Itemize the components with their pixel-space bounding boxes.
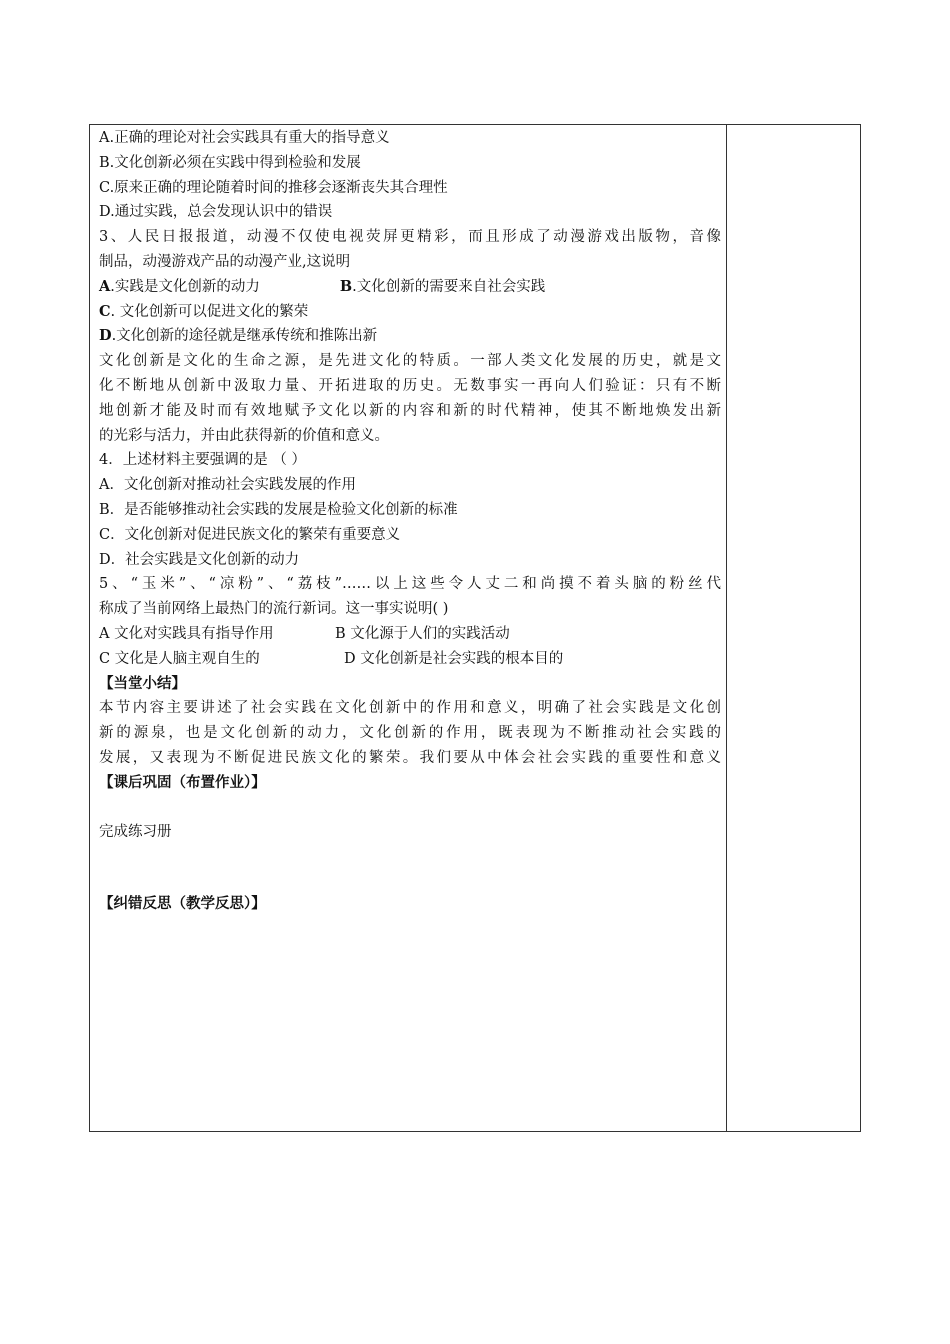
passage-line-3: 地创新才能及时而有效地赋予文化以新的内容和新的时代精神，使其不断地焕发出新 [99,402,721,419]
q5-options-cd [99,647,721,672]
summary-line-1: 本节内容主要讲述了社会实践在文化创新中的作用和意义，明确了社会实践是文化创 [99,700,721,717]
q5-option-a: A 文化对实践具有指导作用 [99,625,274,642]
homework-heading: 【课后巩固（布置作业）】 [99,773,266,791]
summary-heading: 【当堂小结】 [99,674,186,692]
q5-stem-line2: 称成了当前网络上最热门的流行新词。这一事实说明( ) [99,601,449,618]
q4-stem: 4．上述材料主要强调的是 （ ） [99,452,306,469]
q4-option-b: B．是否能够推动社会实践的发展是检验文化创新的标准 [99,501,458,518]
q3-option-c-letter: C [99,302,111,320]
q3-option-c [99,300,721,325]
q3-option-b-text: .文化创新的需要来自社会实践 [352,278,546,295]
homework-text: 完成练习册 [99,823,172,840]
q3-option-a-text: .实践是文化创新的动力 [110,278,260,295]
q4-option-a: A．文化创新对推动社会实践发展的作用 [99,477,356,494]
q3-option-b-letter: B [339,277,353,295]
q2-option-d: D.通过实践，总会发现认识中的错误 [99,204,333,221]
q3-stem-line2: 制品，动漫游戏产品的动漫产业,这说明 [99,253,351,270]
lesson-content [99,126,721,917]
summary-line-2: 新的源泉，也是文化创新的动力，文化创新的作用，既表现为不断推动社会实践的 [99,725,721,742]
q5-option-c: C 文化是人脑主观自生的 [99,650,260,667]
summary-line-3: 发展，又表现为不断促进民族文化的繁荣。我们要从中体会社会实践的重要性和意义 [99,749,721,766]
q3-option-d [99,324,721,349]
q3-option-d-letter: D [99,327,112,345]
q4-option-c: C．文化创新对促进民族文化的繁荣有重要意义 [99,526,401,543]
q5-option-d: D 文化创新是社会实践的根本目的 [344,650,564,667]
q3-option-d-text: .文化创新的途径就是继承传统和推陈出新 [111,328,378,345]
table-column-divider [726,124,727,1132]
passage-line-4: 的光彩与活力，并由此获得新的价值和意义。 [99,427,389,444]
passage-line-2: 化不断地从创新中汲取力量、开拓进取的历史。无数事实一再向人们验证：只有不断 [99,377,721,394]
q5-stem-line1: 5、“玉米”、“凉粉”、“荔枝”……以上这些令人丈二和尚摸不着头脑的粉丝代 [99,576,721,593]
q3-stem-line1: 3、人民日报报道，动漫不仅使电视荧屏更精彩，而且形成了动漫游戏出版物，音像 [99,229,721,246]
q3-option-a-letter: A [99,277,111,295]
passage-line-1: 文化创新是文化的生命之源，是先进文化的特质。一部人类文化发展的历史，就是文 [99,353,721,370]
reflection-heading: 【纠错反思（教学反思）】 [99,895,266,913]
q2-option-b: B.文化创新必须在实践中得到检验和发展 [99,154,361,171]
q2-option-a: A.正确的理论对社会实践具有重大的指导意义 [99,130,390,146]
q2-option-c: C.原来正确的理论随着时间的推移会逐渐丧失其合理性 [99,179,448,196]
q4-option-d: D．社会实践是文化创新的动力 [99,551,300,568]
q3-option-c-text: . 文化创新可以促进文化的繁荣 [110,303,309,320]
q5-options-ab [99,622,721,647]
q5-option-b: B 文化源于人们的实践活动 [335,625,510,642]
q3-options-ab [99,275,721,300]
